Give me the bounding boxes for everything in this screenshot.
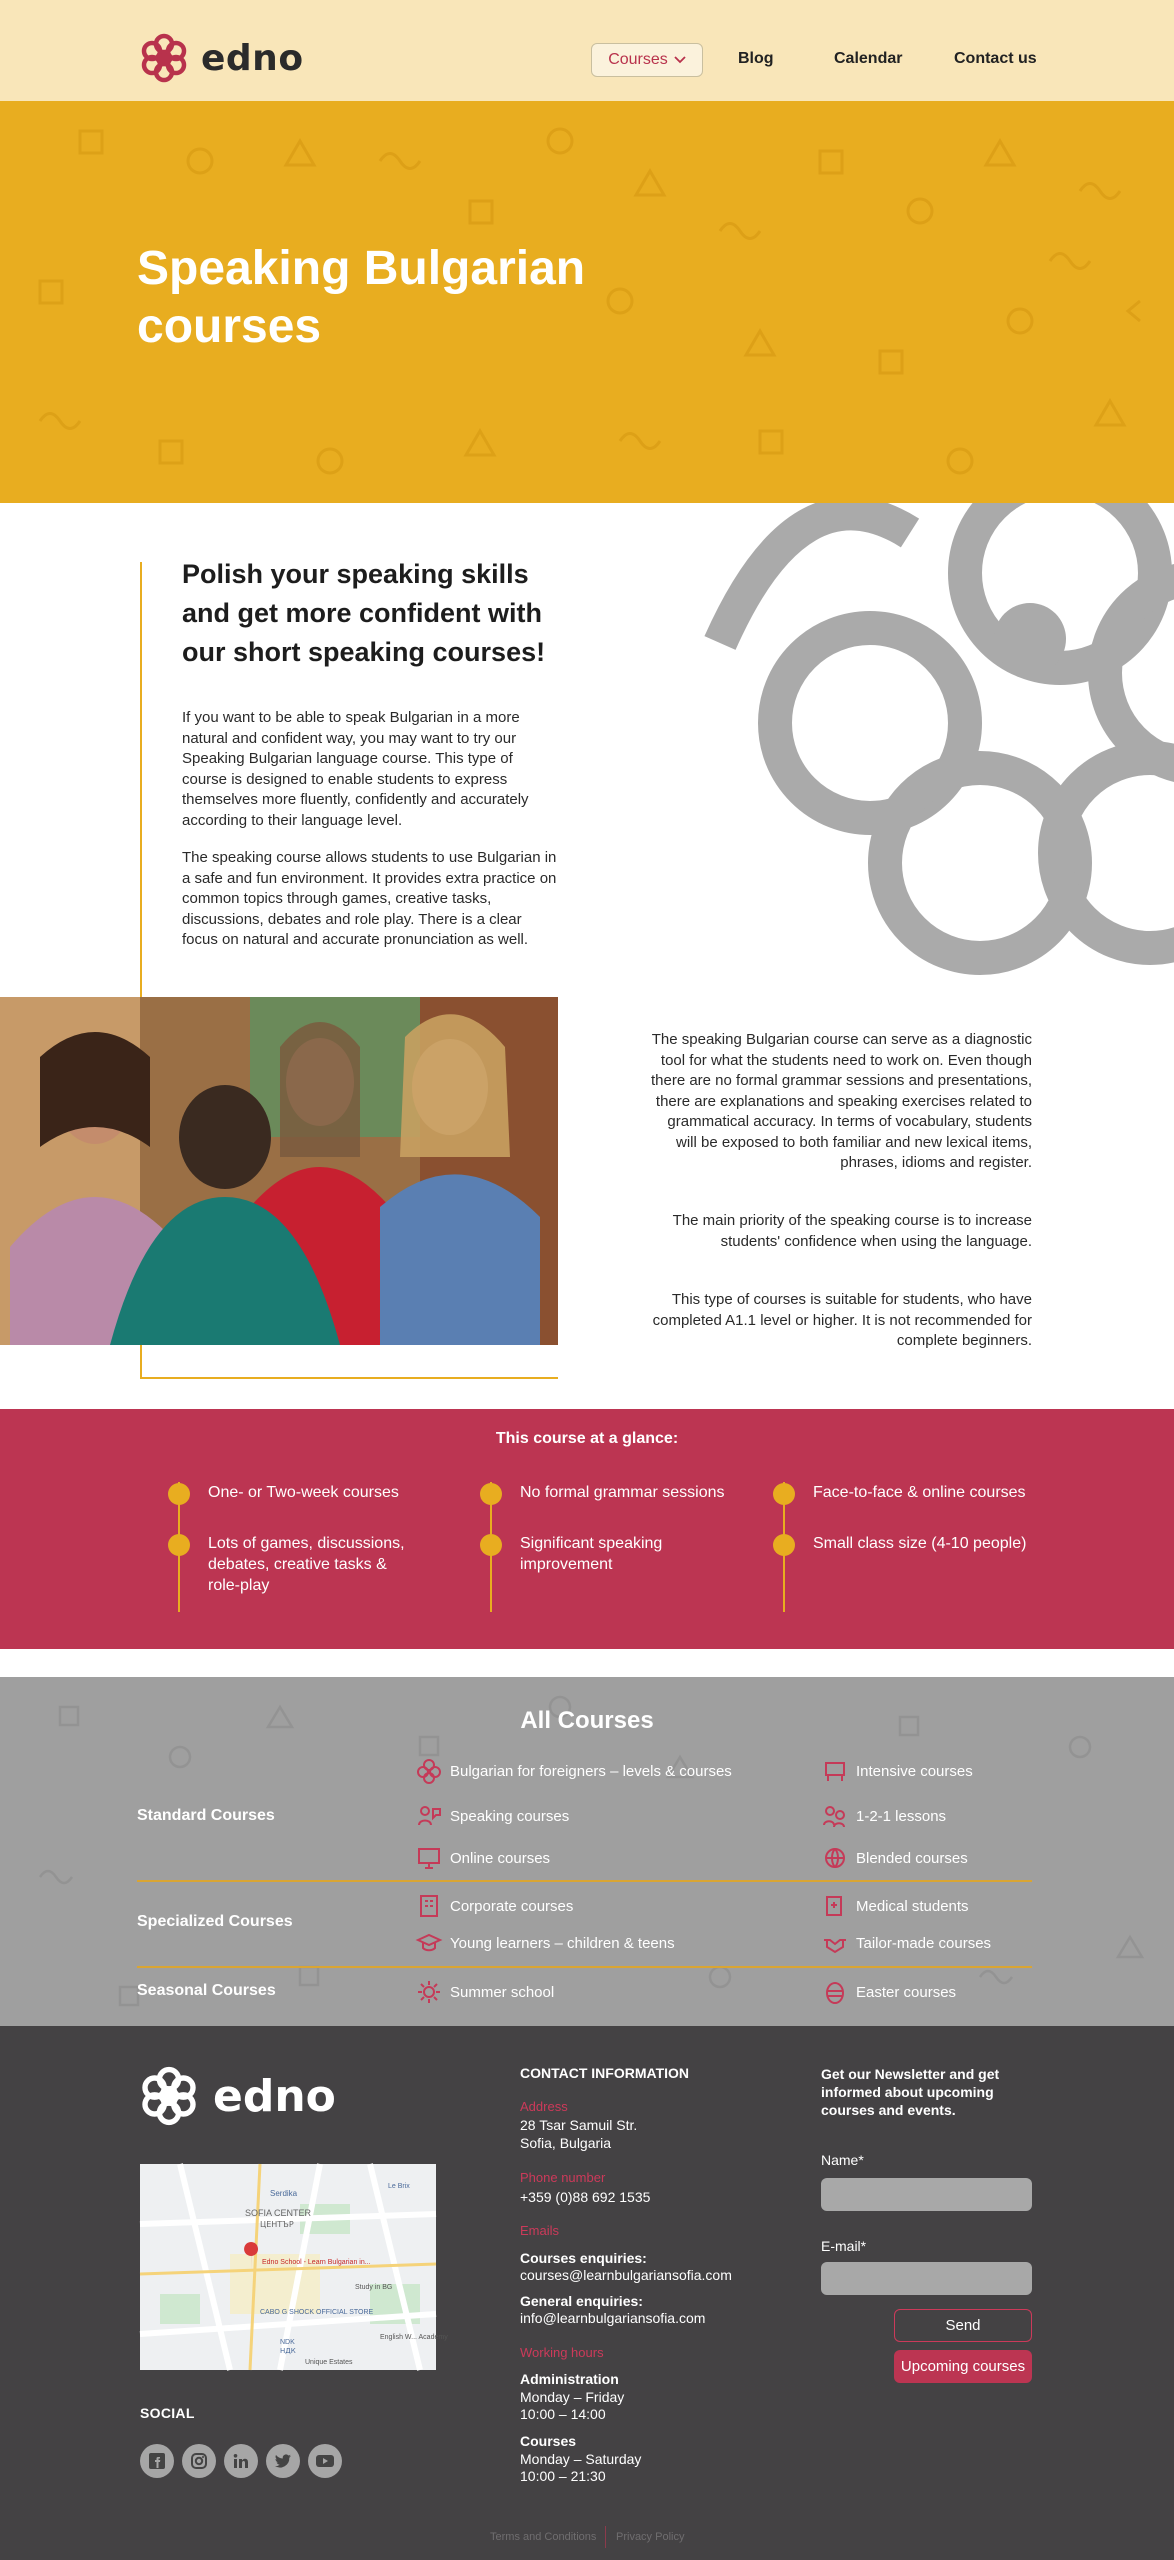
intro-heading: Polish your speaking skills and get more confident with our short speaking courses! xyxy=(182,559,546,667)
map-label-unique: Unique Estates xyxy=(305,2359,353,2366)
instagram-glyph xyxy=(190,2452,208,2470)
glance-column-3 xyxy=(783,1482,1103,1612)
facebook-glyph xyxy=(148,2452,166,2470)
medical-book-icon xyxy=(822,1893,848,1919)
twitter-icon[interactable] xyxy=(266,2444,300,2478)
accent-line-horizontal xyxy=(140,1377,558,1379)
courses-separator xyxy=(137,1880,1032,1882)
glance-title: This course at a glance: xyxy=(495,1430,679,1447)
emails-label: Emails xyxy=(520,2223,560,2238)
all-courses-title: All Courses xyxy=(520,1707,654,1734)
nav-calendar[interactable]: Calendar xyxy=(834,50,903,67)
map-label-serdika: Serdika xyxy=(270,2189,298,2198)
glance-item: Small class size (4-10 people) xyxy=(813,1535,1027,1552)
seasonal-courses-label: Seasonal Courses xyxy=(137,1982,276,1999)
intro-paragraph-2: The speaking course allows students to use Bulgarian in a safe and fun environment. It provides extra practice on common topics through games, creative tasks, discussions, debates and role play. There is a clear focus on natural and accurate pronunciation as well. xyxy=(182,849,557,948)
glance-column-1 xyxy=(178,1482,498,1612)
upcoming-courses-button[interactable]: Upcoming courses xyxy=(894,2350,1032,2383)
chevron-down-icon xyxy=(674,56,686,64)
one-to-one-icon xyxy=(822,1803,848,1829)
course-label: Intensive courses xyxy=(856,1762,973,1780)
building-icon xyxy=(416,1893,442,1919)
glance-item: No formal grammar sessions xyxy=(520,1484,725,1501)
glance-bullet-icon xyxy=(773,1483,795,1505)
graduation-cap-icon xyxy=(416,1930,442,1956)
edno-logo[interactable] xyxy=(139,33,304,83)
course-link-easter[interactable] xyxy=(822,1979,956,2005)
phone-number[interactable]: +359 (0)88 692 1535 xyxy=(520,2189,651,2205)
glance-bullet-icon xyxy=(773,1534,795,1556)
course-label: Bulgarian for foreigners – levels & courses xyxy=(450,1762,732,1780)
nav-courses-label: Courses xyxy=(608,51,668,68)
address-line-1: 28 Tsar Samuil Str. xyxy=(520,2117,638,2133)
course-link-tailor-made[interactable] xyxy=(822,1930,991,1956)
nav-blog[interactable]: Blog xyxy=(738,50,774,67)
edno-flower-icon xyxy=(139,2066,199,2126)
page-title-line1: Speaking Bulgarian xyxy=(137,242,586,295)
glance-bullet-icon xyxy=(168,1534,190,1556)
send-button[interactable]: Send xyxy=(894,2309,1032,2342)
glance-bullet-icon xyxy=(480,1483,502,1505)
newsletter-title: Get our Newsletter and get informed about upcoming courses and events. xyxy=(821,2066,1000,2118)
map-illustration xyxy=(140,2164,448,2370)
courses-hours: 10:00 – 21:30 xyxy=(520,2468,606,2484)
course-label: Medical students xyxy=(856,1897,969,1915)
location-map[interactable] xyxy=(140,2164,448,2370)
standard-courses-label: Standard Courses xyxy=(137,1807,275,1824)
sun-icon xyxy=(416,1979,442,2005)
glance-item: Face-to-face & online courses xyxy=(813,1484,1026,1501)
course-link-corporate[interactable] xyxy=(416,1893,573,1919)
course-label: 1-2-1 lessons xyxy=(856,1807,947,1825)
map-label-center-bg: ЦЕНТЪР xyxy=(260,2220,294,2229)
address-label: Address xyxy=(520,2099,568,2114)
glance-bullet-icon xyxy=(480,1534,502,1556)
youtube-icon[interactable] xyxy=(308,2444,342,2478)
course-label: Speaking courses xyxy=(450,1807,570,1825)
globe-icon xyxy=(822,1845,848,1871)
twitter-glyph xyxy=(274,2452,292,2470)
course-label: Summer school xyxy=(450,1983,555,2001)
course-link-levels[interactable] xyxy=(416,1758,732,1784)
course-label: Easter courses xyxy=(856,1983,957,2001)
general-enquiries-email[interactable]: info@learnbulgariansofia.com xyxy=(520,2310,706,2326)
course-label: Corporate courses xyxy=(450,1897,574,1915)
privacy-link[interactable]: Privacy Policy xyxy=(616,2531,685,2543)
name-field-label: Name* xyxy=(821,2152,864,2168)
facebook-icon[interactable] xyxy=(140,2444,174,2478)
legal-divider xyxy=(605,2526,606,2548)
easter-egg-icon xyxy=(822,1979,848,2005)
map-pin-label: Edno School - Learn Bulgarian in... xyxy=(262,2259,371,2266)
desk-icon xyxy=(822,1758,848,1784)
speaking-icon xyxy=(416,1803,442,1829)
intro-paragraph-1: If you want to be able to speak Bulgarian in a more natural and confident way, you may want to try our Speaking Bulgarian language course. This type of course is designed to enable students to express themselves more fluently, confidently and accurately according to their language level. xyxy=(182,709,529,829)
courses-days: Monday – Saturday xyxy=(520,2451,642,2467)
courses-enquiries-email[interactable]: courses@learnbulgariansofia.com xyxy=(520,2267,732,2283)
social-label: SOCIAL xyxy=(140,2405,195,2421)
administration-label: Administration xyxy=(520,2371,619,2387)
details-paragraph-2: The main priority of the speaking course is to increase students' confidence when using the language. xyxy=(672,1212,1032,1250)
youtube-glyph xyxy=(315,2453,335,2469)
working-hours-label: Working hours xyxy=(520,2345,604,2360)
newsletter-email-input[interactable] xyxy=(821,2262,1032,2295)
map-label-cabo: CABO G SHOCK OFFICIAL STORE xyxy=(260,2309,374,2316)
courses-enquiries-label: Courses enquiries: xyxy=(520,2250,647,2266)
glance-item: Significant speaking improvement xyxy=(520,1535,663,1573)
terms-link[interactable]: Terms and Conditions xyxy=(490,2531,597,2543)
phone-label: Phone number xyxy=(520,2170,606,2185)
logo-wordmark: edno xyxy=(201,37,304,79)
instagram-icon[interactable] xyxy=(182,2444,216,2478)
administration-days: Monday – Friday xyxy=(520,2389,625,2405)
handshake-icon xyxy=(822,1930,848,1956)
course-link-summer[interactable] xyxy=(416,1979,554,2005)
monitor-icon xyxy=(416,1845,442,1871)
page-title xyxy=(137,240,637,356)
course-label: Online courses xyxy=(450,1849,551,1867)
course-link-intensive[interactable] xyxy=(822,1758,973,1784)
glance-item: Lots of games, discussions, debates, creative tasks & role-play xyxy=(208,1535,405,1594)
map-label-ndk-bg: НДК xyxy=(280,2347,296,2355)
course-label: Tailor-made courses xyxy=(856,1934,992,1952)
map-label-center: SOFIA CENTER xyxy=(245,2208,312,2218)
administration-hours: 10:00 – 14:00 xyxy=(520,2406,606,2422)
details-paragraph-1: The speaking Bulgarian course can serve as a diagnostic tool for what the students need to work on. Even though there are no formal grammar sessions and presentations, there are explanations and speaking exercises related to grammatical accuracy. In terms of vocabulary, students will be exposed to both familiar and new lexical items, phrases, idioms and register. xyxy=(650,1031,1032,1171)
page-title-line2: courses xyxy=(137,300,322,353)
map-label-ndk: NDK xyxy=(280,2339,295,2346)
linkedin-glyph xyxy=(232,2452,250,2470)
courses-separator xyxy=(137,1966,1032,1968)
nav-contact[interactable]: Contact us xyxy=(954,50,1037,67)
courses-hours-label: Courses xyxy=(520,2433,577,2449)
glance-bullet-icon xyxy=(168,1483,190,1505)
contact-info-title: CONTACT INFORMATION xyxy=(520,2065,690,2081)
map-label-study-bg: Study in BG xyxy=(355,2284,393,2291)
course-label: Blended courses xyxy=(856,1849,968,1867)
nav-courses-dropdown[interactable] xyxy=(591,43,703,77)
course-link-online[interactable] xyxy=(416,1845,550,1871)
decorative-flower-graphic xyxy=(680,503,1174,997)
course-link-young-learners[interactable] xyxy=(416,1930,675,1956)
specialized-courses-label: Specialized Courses xyxy=(137,1913,293,1930)
course-label: Young learners – children & teens xyxy=(450,1934,675,1952)
glance-column-2 xyxy=(490,1482,810,1612)
address-line-2: Sofia, Bulgaria xyxy=(520,2135,612,2151)
course-link-blended[interactable] xyxy=(822,1845,968,1871)
details-paragraph-3: This type of courses is suitable for students, who have completed A1.1 level or higher. It is not recommended for complete beginners. xyxy=(652,1291,1032,1349)
course-link-medical[interactable] xyxy=(822,1893,969,1919)
students-photo-illustration xyxy=(0,997,558,1345)
newsletter-name-input[interactable] xyxy=(821,2178,1032,2211)
map-label-lebrix: Le Brix xyxy=(388,2183,410,2190)
general-enquiries-label: General enquiries: xyxy=(520,2293,643,2309)
linkedin-icon[interactable] xyxy=(224,2444,258,2478)
email-field-label: E-mail* xyxy=(821,2238,867,2254)
students-photo xyxy=(0,997,558,1345)
course-link-speaking[interactable] xyxy=(416,1803,569,1829)
footer-logo-wordmark: edno xyxy=(213,2070,336,2122)
glance-item: One- or Two-week courses xyxy=(208,1484,399,1501)
course-link-one-to-one[interactable] xyxy=(822,1803,946,1829)
edno-flower-icon xyxy=(139,33,189,83)
map-label-english: English W... Academy xyxy=(380,2334,448,2341)
flower-course-icon xyxy=(416,1758,442,1784)
footer-logo[interactable] xyxy=(139,2066,336,2126)
